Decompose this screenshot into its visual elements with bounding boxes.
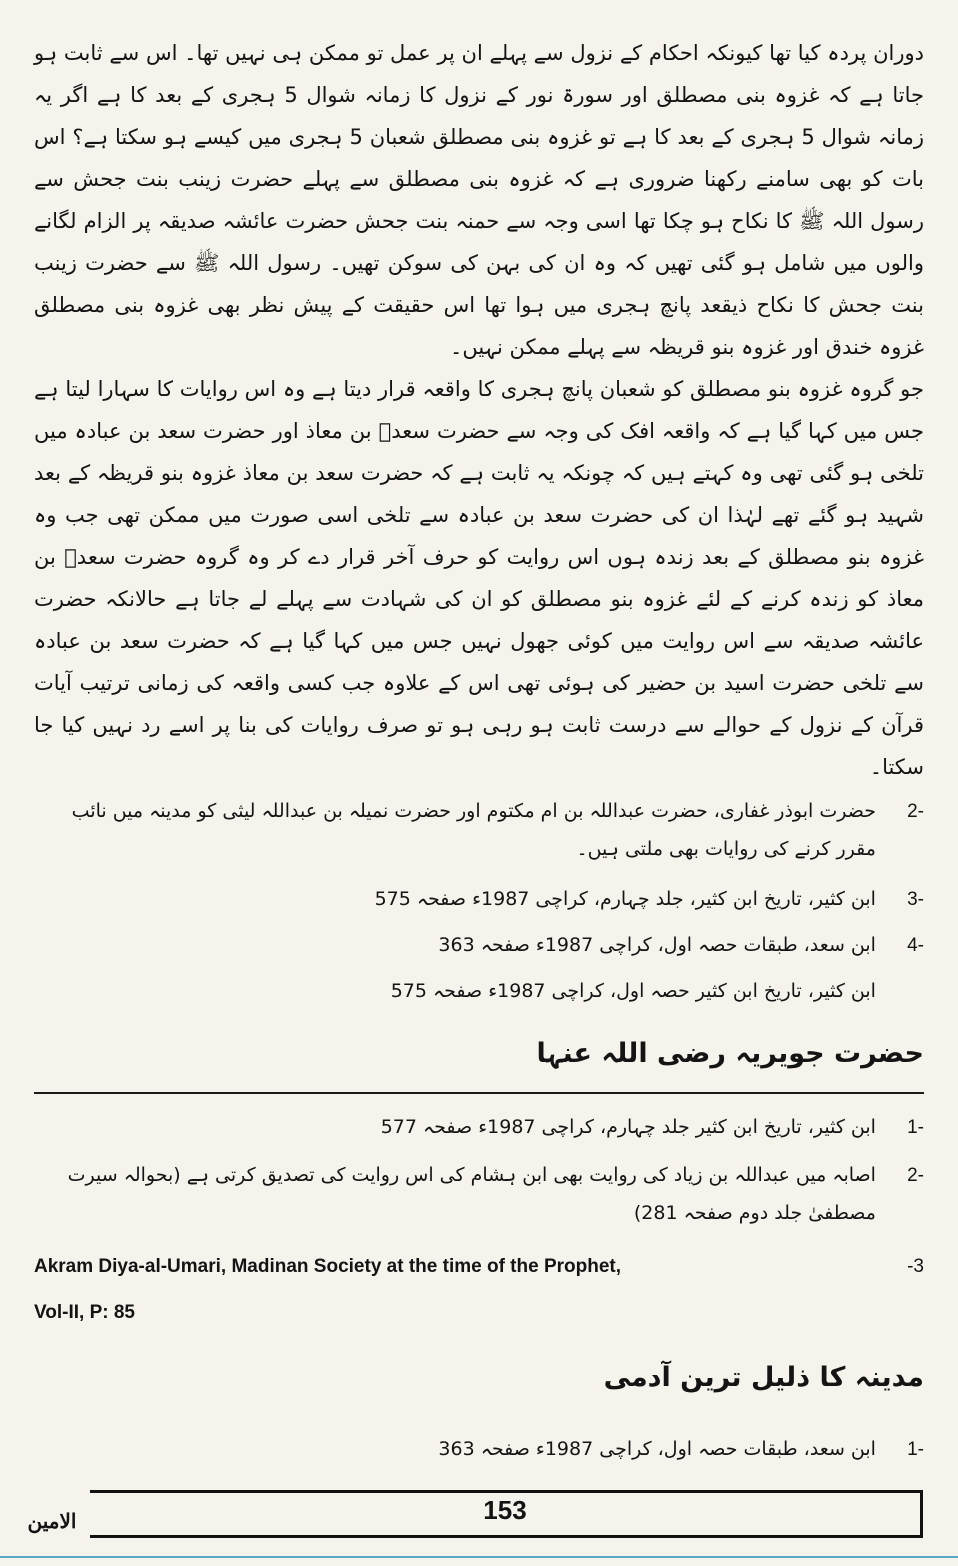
- body-paragraph-2: جو گروہ غزوہ بنو مصطلق کو شعبان پانچ ہجری کا واقعہ قرار دیتا ہے وہ اس روایات کا سہارا لیتا ہے جس میں کہا گیا ہے کہ واقعہ افک کی وجہ سے حضرت سعدؓ بن معاذ اور حضرت سعد بن عبادہ میں تلخی ہو گئی تھی وہ کہتے ہیں کہ چونکہ یہ ثابت ہے کہ حضرت سعد بن معاذ غزوہ بنو قریظہ کے بعد شہید ہو گئے تھے لہٰذا ان کی حضرت سعد بن عبادہ سے تلخی اسی صورت میں ممکن تھی جب وہ غزوہ بنو مصطلق کے بعد زندہ ہوں اس روایت کو حرف آخر قرار دے کر وہ گروہ حضرت سعدؓ بن معاذ کو زندہ کرنے کے لئے غزوہ بنو مصطلق کو ان کی شہادت سے پہلے لے جاتا ہے حالانکہ حضرت عائشہ صدیقہ سے اس روایت میں کوئی جھول نہیں جس میں کہا گیا ہے کہ حضرت سعد بن عبادہ سے تلخی حضرت اسید بن حضیر کی ہوئی تھی اس کے علاوہ جب کسی واقعہ کی زمانی ترتیب آیات قرآن کے نزول کے حوالے سے درست ثابت ہو رہی ہو تو صرف روایات کی بنا پر اسے رد نہیں کیا جا سکتا۔: [34, 377, 924, 779]
- footnote-4-continued: [34, 972, 924, 1010]
- footnote-number: -1: [907, 1117, 924, 1138]
- english-reference: [34, 1256, 924, 1346]
- section-heading-madina: مدینہ کا ذلیل ترین آدمی: [603, 1362, 924, 1393]
- body-paragraph-1: دوران پردہ کیا تھا کیونکہ احکام کے نزول سے پہلے ان پر عمل تو ممکن ہی نہیں تھا۔ اس سے ثابت ہو جاتا ہے کہ غزوہ بنی مصطلق اور سورۃ نور کے نزول کا زمانہ شوال 5 ہجری کے بعد کا ہے اگر یہ زمانہ شوال 5 ہجری کے بعد کا ہے تو غزوہ بنی مصطلق شعبان 5 ہجری میں کیسے ہو سکتا ہے؟ اس بات کو بھی سامنے رکھنا ضروری ہے کہ غزوہ بنی مصطلق سے پہلے حضرت زینب بنت جحش سے رسول اللہ ﷺ کا نکاح ہو چکا تھا اسی وجہ سے حمنہ بنت جحش حضرت عائشہ صدیقہ پر الزام لگانے والوں میں شامل ہو گئی تھیں کہ وہ ان کی بہن کی سوکن تھیں۔ رسول اللہ ﷺ سے حضرت زینب بنت جحش کا نکاح ذیقعد پانچ ہجری میں ہوا تھا اس حقیقت کے پیش نظر بھی غزوہ بنی مصطلق غزوہ خندق اور غزوہ بنو قریظہ سے پہلے ممکن نہیں۔: [34, 41, 924, 359]
- section2-footnote-1: [34, 1108, 924, 1147]
- section3-footnote-1: [34, 1430, 924, 1469]
- alameen-logo: الامین: [27, 1509, 77, 1533]
- section-heading-juwairiya: حضرت جویریہ رضی اللہ عنہا: [536, 1038, 924, 1069]
- footnote-number: -3: [907, 889, 924, 910]
- english-reference-number: -3: [907, 1256, 924, 1277]
- footnote-text: ابن سعد، طبقات حصہ اول، کراچی 1987ء صفحہ 363: [438, 934, 876, 956]
- footnote-3: [34, 880, 924, 919]
- page-number: 153: [483, 1495, 527, 1525]
- footnote-text: حضرت ابوذر غفاری، حضرت عبداللہ بن ام مکتوم اور حضرت نمیلہ بن عبداللہ لیثی کو مدینہ میں نائب مقرر کرنے کی روایات بھی ملتی ہیں۔: [71, 800, 876, 860]
- section2-footnote-2: [34, 1156, 924, 1232]
- english-reference-line-1: Akram Diya-al-Umari, Madinan Society at the time of the Prophet,: [34, 1256, 622, 1277]
- footnote-number: -4: [907, 935, 924, 956]
- footnote-number: -1: [907, 1439, 924, 1460]
- footnote-text: اصابہ میں عبداللہ بن زیاد کی روایت بھی ابن ہشام کی اس روایت کی تصدیق کرتی ہے (بحوالہ سیرت مصطفیٰ جلد دوم صفحہ 281): [67, 1164, 876, 1224]
- english-reference-line-2: Vol-II, P: 85: [34, 1302, 136, 1323]
- footer-frame: [90, 1490, 923, 1538]
- footnote-2: [34, 792, 924, 868]
- footnote-text: ابن کثیر، تاریخ ابن کثیر جلد چہارم، کراچی 1987ء صفحہ 577: [380, 1116, 876, 1138]
- footnote-text: ابن کثیر، تاریخ ابن کثیر حصہ اول، کراچی 1987ء صفحہ 575: [390, 980, 876, 1002]
- footnote-4: [34, 926, 924, 965]
- section-divider: [34, 1092, 924, 1094]
- footnote-text: ابن سعد، طبقات حصہ اول، کراچی 1987ء صفحہ 363: [438, 1438, 876, 1460]
- footnote-number: -2: [907, 801, 924, 822]
- footnote-number: -2: [907, 1165, 924, 1186]
- footnote-text: ابن کثیر، تاریخ ابن کثیر، جلد چہارم، کراچی 1987ء صفحہ 575: [374, 888, 876, 910]
- bottom-edge-line: [0, 1556, 958, 1558]
